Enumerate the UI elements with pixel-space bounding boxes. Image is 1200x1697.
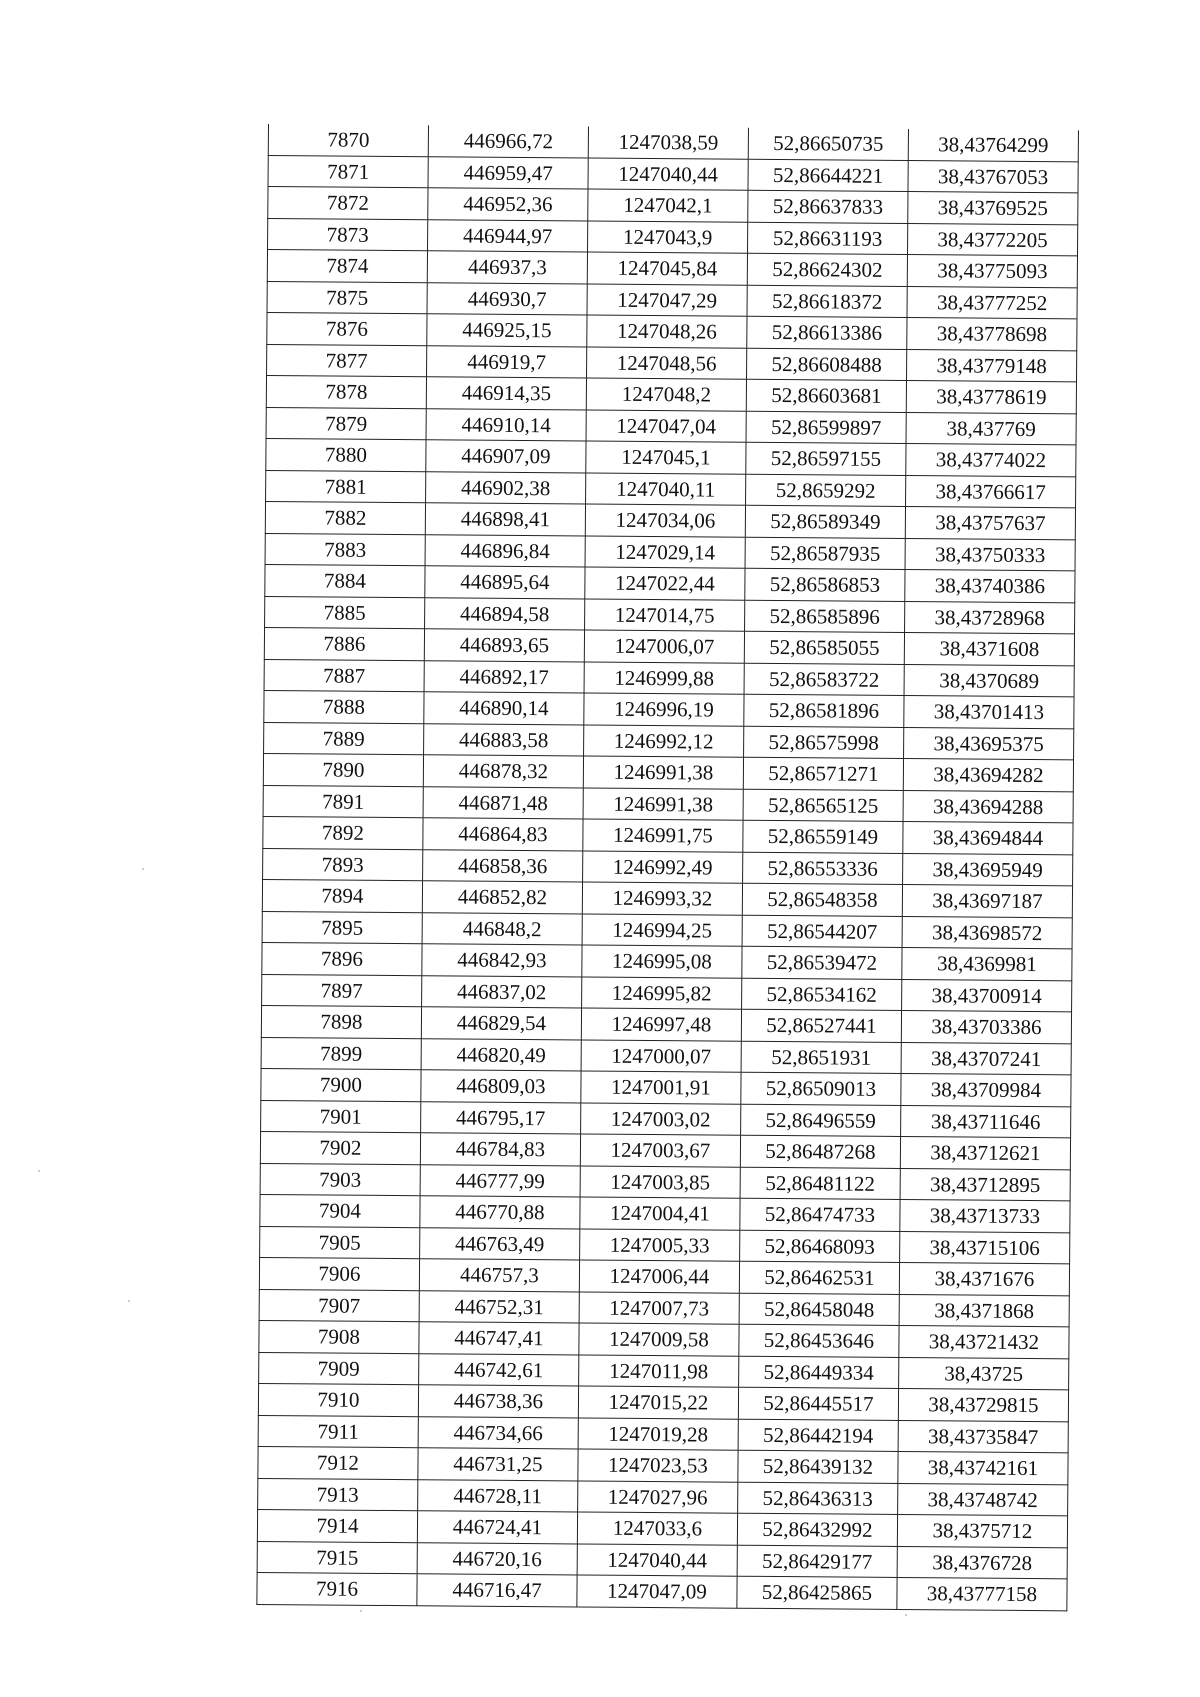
latitude-cell: 52,86544207 [742, 915, 902, 948]
point-number-cell: 7885 [265, 596, 425, 629]
latitude-cell: 52,86565125 [743, 789, 903, 822]
y-coordinate-cell: 1246991,38 [583, 787, 743, 820]
latitude-cell: 52,8659292 [746, 474, 906, 507]
latitude-cell: 52,86462531 [739, 1261, 899, 1294]
y-coordinate-cell: 1246996,19 [584, 693, 744, 726]
longitude-cell: 38,43694288 [903, 790, 1073, 823]
y-coordinate-cell: 1246993,32 [582, 882, 742, 915]
longitude-cell: 38,43729815 [898, 1388, 1068, 1421]
longitude-cell: 38,437769 [906, 412, 1076, 445]
y-coordinate-cell: 1247015,22 [578, 1386, 738, 1419]
point-number-cell: 7890 [263, 753, 423, 786]
x-coordinate-cell: 446898,41 [425, 503, 585, 536]
latitude-cell: 52,86539472 [742, 946, 902, 979]
y-coordinate-cell: 1247006,44 [579, 1260, 739, 1293]
y-coordinate-cell: 1247048,26 [587, 315, 747, 348]
latitude-cell: 52,86453646 [739, 1324, 899, 1357]
longitude-cell: 38,43695375 [904, 727, 1074, 760]
x-coordinate-cell: 446907,09 [426, 440, 586, 473]
longitude-cell: 38,43775093 [907, 255, 1077, 288]
latitude-cell: 52,86449334 [739, 1356, 899, 1389]
x-coordinate-cell: 446784,83 [420, 1133, 580, 1166]
x-coordinate-cell: 446914,35 [426, 377, 586, 410]
y-coordinate-cell: 1246992,12 [584, 724, 744, 757]
y-coordinate-cell: 1247033,6 [577, 1512, 737, 1545]
y-coordinate-cell: 1247006,07 [584, 630, 744, 663]
x-coordinate-cell: 446894,58 [425, 597, 585, 630]
point-number-cell: 7878 [266, 375, 426, 408]
y-coordinate-cell: 1246991,75 [583, 819, 743, 852]
x-coordinate-cell: 446944,97 [428, 219, 588, 252]
y-coordinate-cell: 1246995,82 [582, 976, 742, 1009]
longitude-cell: 38,43725 [899, 1357, 1069, 1390]
latitude-cell: 52,8651931 [741, 1041, 901, 1074]
latitude-cell: 52,86581896 [744, 694, 904, 727]
y-coordinate-cell: 1247014,75 [585, 599, 745, 632]
point-number-cell: 7891 [263, 785, 423, 818]
point-number-cell: 7912 [258, 1446, 418, 1479]
x-coordinate-cell: 446829,54 [421, 1007, 581, 1040]
x-coordinate-cell: 446893,65 [424, 629, 584, 662]
point-number-cell: 7916 [257, 1572, 417, 1605]
longitude-cell: 38,43701413 [904, 696, 1074, 729]
longitude-cell: 38,43697187 [902, 885, 1072, 918]
latitude-cell: 52,86585055 [744, 631, 904, 664]
y-coordinate-cell: 1247048,56 [587, 347, 747, 380]
point-number-cell: 7903 [260, 1163, 420, 1196]
y-coordinate-cell: 1247011,98 [579, 1354, 739, 1387]
longitude-cell: 38,43764299 [908, 129, 1078, 161]
latitude-cell: 52,86631193 [747, 222, 907, 255]
y-coordinate-cell: 1247001,91 [581, 1071, 741, 1104]
point-number-cell: 7897 [262, 974, 422, 1007]
x-coordinate-cell: 446777,99 [420, 1164, 580, 1197]
point-number-cell: 7904 [260, 1194, 420, 1227]
point-number-cell: 7893 [263, 848, 423, 881]
y-coordinate-cell: 1246999,88 [584, 662, 744, 695]
x-coordinate-cell: 446959,47 [428, 156, 588, 189]
latitude-cell: 52,86599897 [746, 411, 906, 444]
longitude-cell: 38,43695949 [903, 853, 1073, 886]
x-coordinate-cell: 446930,7 [427, 282, 587, 315]
latitude-cell: 52,86458048 [739, 1293, 899, 1326]
longitude-cell: 38,43715106 [900, 1231, 1070, 1264]
x-coordinate-cell: 446892,17 [424, 660, 584, 693]
x-coordinate-cell: 446752,31 [419, 1290, 579, 1323]
point-number-cell: 7894 [262, 879, 422, 912]
x-coordinate-cell: 446952,36 [428, 188, 588, 221]
point-number-cell: 7901 [261, 1100, 421, 1133]
longitude-cell: 38,43777252 [907, 286, 1077, 319]
latitude-cell: 52,86474733 [740, 1198, 900, 1231]
y-coordinate-cell: 1247029,14 [585, 536, 745, 569]
longitude-cell: 38,43769525 [908, 192, 1078, 225]
latitude-cell: 52,86436313 [738, 1482, 898, 1515]
point-number-cell: 7908 [259, 1320, 419, 1353]
point-number-cell: 7877 [267, 344, 427, 377]
longitude-cell: 38,43707241 [901, 1042, 1071, 1075]
longitude-cell: 38,43748742 [898, 1483, 1068, 1516]
y-coordinate-cell: 1247040,44 [588, 158, 748, 191]
x-coordinate-cell: 446902,38 [426, 471, 586, 504]
y-coordinate-cell: 1247003,85 [580, 1165, 740, 1198]
latitude-cell: 52,86613386 [747, 316, 907, 349]
latitude-cell: 52,86425865 [737, 1576, 897, 1609]
latitude-cell: 52,86608488 [747, 348, 907, 381]
y-coordinate-cell: 1247019,28 [578, 1417, 738, 1450]
y-coordinate-cell: 1247047,04 [586, 410, 746, 443]
y-coordinate-cell: 1246995,08 [582, 945, 742, 978]
scan-speck [128, 1300, 130, 1302]
y-coordinate-cell: 1246991,38 [583, 756, 743, 789]
y-coordinate-cell: 1247007,73 [579, 1291, 739, 1324]
latitude-cell: 52,86571271 [743, 757, 903, 790]
y-coordinate-cell: 1246992,49 [583, 850, 743, 883]
point-number-cell: 7881 [266, 470, 426, 503]
longitude-cell: 38,43740386 [905, 570, 1075, 603]
latitude-cell: 52,86585896 [745, 600, 905, 633]
y-coordinate-cell: 1246994,25 [582, 913, 742, 946]
y-coordinate-cell: 1246997,48 [581, 1008, 741, 1041]
longitude-cell: 38,4369981 [902, 948, 1072, 981]
x-coordinate-cell: 446731,25 [418, 1448, 578, 1481]
longitude-cell: 38,43750333 [905, 538, 1075, 571]
x-coordinate-cell: 446937,3 [427, 251, 587, 284]
longitude-cell: 38,43779148 [907, 349, 1077, 382]
x-coordinate-cell: 446864,83 [423, 818, 583, 851]
scan-speck [360, 1610, 362, 1612]
point-number-cell: 7910 [258, 1383, 418, 1416]
coordinates-table-body [257, 124, 1079, 1610]
latitude-cell: 52,86637833 [748, 190, 908, 223]
longitude-cell: 38,4371676 [899, 1262, 1069, 1295]
point-number-cell: 7900 [261, 1068, 421, 1101]
longitude-cell: 38,43721432 [899, 1325, 1069, 1358]
x-coordinate-cell: 446716,47 [417, 1574, 577, 1607]
longitude-cell: 38,43698572 [902, 916, 1072, 949]
latitude-cell: 52,86481122 [740, 1167, 900, 1200]
latitude-cell: 52,86527441 [741, 1009, 901, 1042]
latitude-cell: 52,86442194 [738, 1419, 898, 1452]
point-number-cell: 7892 [263, 816, 423, 849]
y-coordinate-cell: 1247027,96 [578, 1480, 738, 1513]
point-number-cell: 7906 [259, 1257, 419, 1290]
point-number-cell: 7895 [262, 911, 422, 944]
point-number-cell: 7913 [258, 1478, 418, 1511]
y-coordinate-cell: 1247005,33 [580, 1228, 740, 1261]
y-coordinate-cell: 1247009,58 [579, 1323, 739, 1356]
latitude-cell: 52,86603681 [746, 379, 906, 412]
point-number-cell: 7875 [267, 281, 427, 314]
latitude-cell: 52,86559149 [743, 820, 903, 853]
longitude-cell: 38,43711646 [901, 1105, 1071, 1138]
longitude-cell: 38,43778619 [906, 381, 1076, 414]
y-coordinate-cell: 1247047,09 [577, 1575, 737, 1608]
point-number-cell: 7882 [265, 501, 425, 534]
x-coordinate-cell: 446738,36 [418, 1385, 578, 1418]
latitude-cell: 52,86429177 [737, 1545, 897, 1578]
point-number-cell: 7888 [264, 690, 424, 723]
y-coordinate-cell: 1247045,1 [586, 441, 746, 474]
x-coordinate-cell: 446757,3 [419, 1259, 579, 1292]
y-coordinate-cell: 1247023,53 [578, 1449, 738, 1482]
y-coordinate-cell: 1247003,67 [580, 1134, 740, 1167]
x-coordinate-cell: 446896,84 [425, 534, 585, 567]
latitude-cell: 52,86487268 [740, 1135, 900, 1168]
longitude-cell: 38,43767053 [908, 160, 1078, 193]
longitude-cell: 38,43778698 [907, 318, 1077, 351]
y-coordinate-cell: 1247004,41 [580, 1197, 740, 1230]
longitude-cell: 38,43772205 [907, 223, 1077, 256]
longitude-cell: 38,43766617 [906, 475, 1076, 508]
point-number-cell: 7915 [257, 1541, 417, 1574]
y-coordinate-cell: 1247038,59 [588, 127, 748, 159]
longitude-cell: 38,4371868 [899, 1294, 1069, 1327]
point-number-cell: 7887 [264, 659, 424, 692]
x-coordinate-cell: 446770,88 [420, 1196, 580, 1229]
scan-speck [38, 1170, 40, 1172]
x-coordinate-cell: 446724,41 [417, 1511, 577, 1544]
y-coordinate-cell: 1247040,44 [577, 1543, 737, 1576]
latitude-cell: 52,86553336 [743, 852, 903, 885]
latitude-cell: 52,86509013 [741, 1072, 901, 1105]
longitude-cell: 38,43774022 [906, 444, 1076, 477]
latitude-cell: 52,86583722 [744, 663, 904, 696]
point-number-cell: 7902 [260, 1131, 420, 1164]
latitude-cell: 52,86587935 [745, 537, 905, 570]
longitude-cell: 38,43777158 [897, 1577, 1067, 1610]
latitude-cell: 52,86624302 [747, 253, 907, 286]
x-coordinate-cell: 446747,41 [419, 1322, 579, 1355]
latitude-cell: 52,86618372 [747, 285, 907, 318]
point-number-cell: 7909 [259, 1352, 419, 1385]
x-coordinate-cell: 446858,36 [423, 849, 583, 882]
point-number-cell: 7898 [261, 1005, 421, 1038]
latitude-cell: 52,86468093 [740, 1230, 900, 1263]
latitude-cell: 52,86445517 [738, 1387, 898, 1420]
x-coordinate-cell: 446837,02 [422, 975, 582, 1008]
point-number-cell: 7911 [258, 1415, 418, 1448]
y-coordinate-cell: 1247000,07 [581, 1039, 741, 1072]
point-number-cell: 7876 [267, 312, 427, 345]
y-coordinate-cell: 1247034,06 [585, 504, 745, 537]
latitude-cell: 52,86586853 [745, 568, 905, 601]
y-coordinate-cell: 1247047,29 [587, 284, 747, 317]
y-coordinate-cell: 1247045,84 [587, 252, 747, 285]
coordinates-table [256, 124, 1079, 1611]
x-coordinate-cell: 446925,15 [427, 314, 587, 347]
latitude-cell: 52,86644221 [748, 159, 908, 192]
x-coordinate-cell: 446842,93 [422, 944, 582, 977]
latitude-cell: 52,86597155 [746, 442, 906, 475]
latitude-cell: 52,86575998 [744, 726, 904, 759]
point-number-cell: 7889 [264, 722, 424, 755]
x-coordinate-cell: 446728,11 [418, 1479, 578, 1512]
longitude-cell: 38,4370689 [904, 664, 1074, 697]
table-row [257, 1572, 1067, 1610]
scan-speck [142, 868, 144, 870]
x-coordinate-cell: 446720,16 [417, 1542, 577, 1575]
point-number-cell: 7870 [268, 124, 428, 156]
longitude-cell: 38,4371608 [904, 633, 1074, 666]
latitude-cell: 52,86548358 [742, 883, 902, 916]
latitude-cell: 52,86534162 [742, 978, 902, 1011]
point-number-cell: 7884 [265, 564, 425, 597]
longitude-cell: 38,43700914 [902, 979, 1072, 1012]
x-coordinate-cell: 446820,49 [421, 1038, 581, 1071]
point-number-cell: 7879 [266, 407, 426, 440]
latitude-cell: 52,86496559 [741, 1104, 901, 1137]
longitude-cell: 38,43713733 [900, 1199, 1070, 1232]
longitude-cell: 38,43694844 [903, 822, 1073, 855]
point-number-cell: 7907 [259, 1289, 419, 1322]
y-coordinate-cell: 1247043,9 [588, 221, 748, 254]
longitude-cell: 38,43712895 [900, 1168, 1070, 1201]
latitude-cell: 52,86589349 [745, 505, 905, 538]
x-coordinate-cell: 446883,58 [424, 723, 584, 756]
x-coordinate-cell: 446878,32 [423, 755, 583, 788]
point-number-cell: 7872 [268, 187, 428, 220]
y-coordinate-cell: 1247040,11 [586, 473, 746, 506]
point-number-cell: 7874 [267, 250, 427, 283]
x-coordinate-cell: 446890,14 [424, 692, 584, 725]
point-number-cell: 7871 [268, 155, 428, 188]
longitude-cell: 38,43742161 [898, 1451, 1068, 1484]
point-number-cell: 7899 [261, 1037, 421, 1070]
y-coordinate-cell: 1247003,02 [581, 1102, 741, 1135]
latitude-cell: 52,86650735 [748, 128, 908, 160]
y-coordinate-cell: 1247042,1 [588, 189, 748, 222]
x-coordinate-cell: 446848,2 [422, 912, 582, 945]
x-coordinate-cell: 446895,64 [425, 566, 585, 599]
point-number-cell: 7873 [268, 218, 428, 251]
x-coordinate-cell: 446795,17 [421, 1101, 581, 1134]
x-coordinate-cell: 446734,66 [418, 1416, 578, 1449]
longitude-cell: 38,4375712 [897, 1514, 1067, 1547]
longitude-cell: 38,43735847 [898, 1420, 1068, 1453]
longitude-cell: 38,4376728 [897, 1546, 1067, 1579]
y-coordinate-cell: 1247048,2 [586, 378, 746, 411]
point-number-cell: 7905 [260, 1226, 420, 1259]
scan-speck [905, 1614, 907, 1616]
longitude-cell: 38,43728968 [905, 601, 1075, 634]
latitude-cell: 52,86432992 [737, 1513, 897, 1546]
y-coordinate-cell: 1247022,44 [585, 567, 745, 600]
longitude-cell: 38,43694282 [903, 759, 1073, 792]
latitude-cell: 52,86439132 [738, 1450, 898, 1483]
x-coordinate-cell: 446871,48 [423, 786, 583, 819]
point-number-cell: 7896 [262, 942, 422, 975]
x-coordinate-cell: 446809,03 [421, 1070, 581, 1103]
x-coordinate-cell: 446966,72 [428, 125, 588, 157]
point-number-cell: 7914 [257, 1509, 417, 1542]
x-coordinate-cell: 446919,7 [427, 345, 587, 378]
longitude-cell: 38,43712621 [900, 1136, 1070, 1169]
longitude-cell: 38,43703386 [901, 1011, 1071, 1044]
point-number-cell: 7880 [266, 438, 426, 471]
x-coordinate-cell: 446852,82 [422, 881, 582, 914]
point-number-cell: 7886 [264, 627, 424, 660]
x-coordinate-cell: 446742,61 [419, 1353, 579, 1386]
x-coordinate-cell: 446763,49 [420, 1227, 580, 1260]
point-number-cell: 7883 [265, 533, 425, 566]
x-coordinate-cell: 446910,14 [426, 408, 586, 441]
longitude-cell: 38,43709984 [901, 1074, 1071, 1107]
longitude-cell: 38,43757637 [905, 507, 1075, 540]
